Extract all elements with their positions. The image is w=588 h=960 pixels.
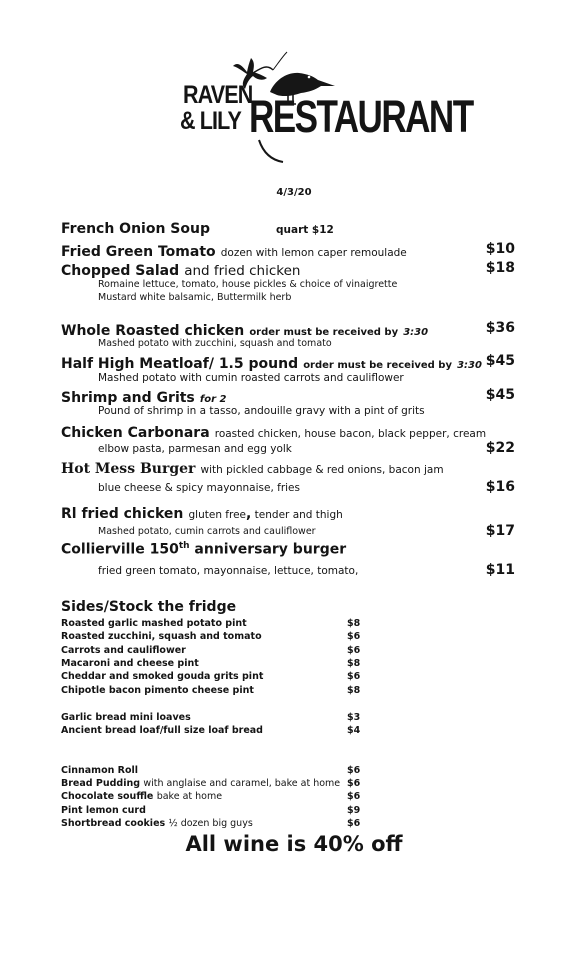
sides-heading: Sides/Stock the fridge bbox=[61, 599, 237, 615]
side-price: $3 bbox=[347, 712, 361, 723]
burger-desc: blue cheese & spicy mayonnaise, fries bbox=[98, 482, 300, 494]
price-collierville-burger: $11 bbox=[485, 562, 515, 578]
item-shrimp-and-grits bbox=[61, 387, 226, 406]
whole-chicken-desc: Mashed potato with zucchini, squash and tomato bbox=[98, 338, 332, 349]
item-rest: roasted chicken, house bacon, black pepper, cream bbox=[214, 428, 487, 440]
logo-raven-text: RAVEN bbox=[183, 81, 253, 109]
item-whole-roasted-chicken bbox=[61, 320, 428, 339]
meatloaf-desc: Mashed potato with cumin roasted carrots and cauliflower bbox=[98, 372, 404, 384]
side-item: Roasted zucchini, squash and tomato bbox=[61, 631, 262, 642]
side-item bbox=[61, 818, 253, 829]
side-item-note: bake at home bbox=[156, 791, 223, 802]
item-note: order must be received by bbox=[303, 360, 452, 371]
item-name: Fried Green Tomato bbox=[61, 244, 216, 260]
french-onion-quart-price: quart $12 bbox=[276, 224, 334, 236]
item-name: Hot Mess Burger bbox=[61, 461, 196, 477]
shrimp-desc: Pound of shrimp in a tasso, andouille gravy with a pint of grits bbox=[98, 405, 425, 417]
item-comma: , bbox=[246, 506, 252, 522]
price-hot-mess-burger: $16 bbox=[485, 479, 515, 495]
side-item: Cinnamon Roll bbox=[61, 765, 139, 776]
item-hot-mess-burger bbox=[61, 458, 444, 477]
item-ordinal: th bbox=[178, 541, 190, 551]
side-price: $8 bbox=[347, 618, 361, 629]
side-item: Chipotle bacon pimento cheese pint bbox=[61, 685, 254, 696]
side-price: $6 bbox=[347, 778, 361, 789]
item-note: order must be received by bbox=[249, 327, 399, 338]
item-rl-fried-chicken bbox=[61, 503, 343, 522]
side-item-name: Bread Pudding bbox=[61, 778, 141, 789]
side-item: Ancient bread loaf/full size loaf bread bbox=[61, 725, 263, 736]
item-name-2: anniversary burger bbox=[189, 541, 347, 558]
item-time: 3:30 bbox=[403, 327, 429, 338]
rl-fried-desc: Mashed potato, cumin carrots and cauliflower bbox=[98, 526, 316, 537]
item-name: Chicken Carbonara bbox=[61, 425, 210, 441]
side-item: Pint lemon curd bbox=[61, 805, 146, 816]
side-price: $9 bbox=[347, 805, 361, 816]
side-item-name: Chocolate souffle bbox=[61, 791, 154, 802]
side-price: $6 bbox=[347, 631, 361, 642]
side-price: $8 bbox=[347, 658, 361, 669]
item-rest-2: tender and thigh bbox=[251, 509, 343, 521]
item-rest: and fried chicken bbox=[184, 263, 301, 279]
item-collierville-burger bbox=[61, 541, 346, 558]
price-shrimp-and-grits: $45 bbox=[485, 387, 515, 403]
chopped-desc-2: Mustard white balsamic, Buttermilk herb bbox=[98, 292, 292, 303]
collierville-desc: fried green tomato, mayonnaise, lettuce, tomato, bbox=[98, 565, 359, 577]
item-chicken-carbonara bbox=[61, 422, 486, 441]
item-name: Whole Roasted chicken bbox=[61, 323, 245, 339]
side-price: $6 bbox=[347, 765, 361, 776]
price-fried-green-tomato: $10 bbox=[485, 241, 515, 257]
item-serves: for 2 bbox=[199, 394, 227, 405]
item-name: Half High Meatloaf/ 1.5 pound bbox=[61, 356, 299, 372]
item-chopped-salad bbox=[61, 260, 300, 279]
side-item bbox=[61, 791, 222, 802]
side-price: $6 bbox=[347, 791, 361, 802]
price-whole-roasted-chicken: $36 bbox=[485, 320, 515, 336]
side-item: Macaroni and cheese pint bbox=[61, 658, 199, 669]
side-price: $4 bbox=[347, 725, 361, 736]
side-item: Cheddar and smoked gouda grits pint bbox=[61, 671, 264, 682]
side-item bbox=[61, 778, 340, 789]
side-item: Garlic bread mini loaves bbox=[61, 712, 191, 723]
side-item-note: with anglaise and caramel, bake at home bbox=[143, 778, 341, 789]
side-item-note: ½ dozen big guys bbox=[168, 818, 253, 829]
menu-date: 4/3/20 bbox=[276, 187, 312, 198]
side-item: Roasted garlic mashed potato pint bbox=[61, 618, 247, 629]
price-chicken-carbonara: $22 bbox=[485, 440, 515, 456]
side-price: $8 bbox=[347, 685, 361, 696]
item-time: 3:30 bbox=[457, 360, 482, 371]
side-price: $6 bbox=[347, 645, 361, 656]
item-name: Rl fried chicken bbox=[61, 506, 184, 522]
side-price: $6 bbox=[347, 818, 361, 829]
wine-discount-banner: All wine is 40% off bbox=[185, 832, 403, 856]
price-meatloaf: $45 bbox=[485, 353, 515, 369]
item-name: Shrimp and Grits bbox=[61, 390, 195, 406]
item-desc: dozen with lemon caper remoulade bbox=[220, 247, 407, 259]
carbonara-desc: elbow pasta, parmesan and egg yolk bbox=[98, 443, 292, 455]
item-name-1: Collierville 150 bbox=[61, 541, 179, 558]
item-name: Chopped Salad bbox=[61, 263, 180, 279]
item-half-high-meatloaf bbox=[61, 353, 482, 372]
price-rl-fried-chicken: $17 bbox=[485, 523, 515, 539]
side-item: Carrots and cauliflower bbox=[61, 645, 186, 656]
item-rest: with pickled cabbage & red onions, bacon jam bbox=[200, 464, 444, 476]
item-french-onion-soup: French Onion Soup bbox=[61, 221, 210, 237]
logo-lily-text: & LILY bbox=[180, 107, 241, 135]
side-item-name: Shortbread cookies bbox=[61, 818, 166, 829]
item-rest: gluten free bbox=[188, 509, 247, 521]
chopped-desc-1: Romaine lettuce, tomato, house pickles & choice of vinaigrette bbox=[98, 279, 398, 290]
logo-restaurant-text: RESTAURANT bbox=[249, 91, 473, 142]
item-fried-green-tomato bbox=[61, 241, 407, 260]
price-chopped-salad: $18 bbox=[485, 260, 515, 276]
side-price: $6 bbox=[347, 671, 361, 682]
